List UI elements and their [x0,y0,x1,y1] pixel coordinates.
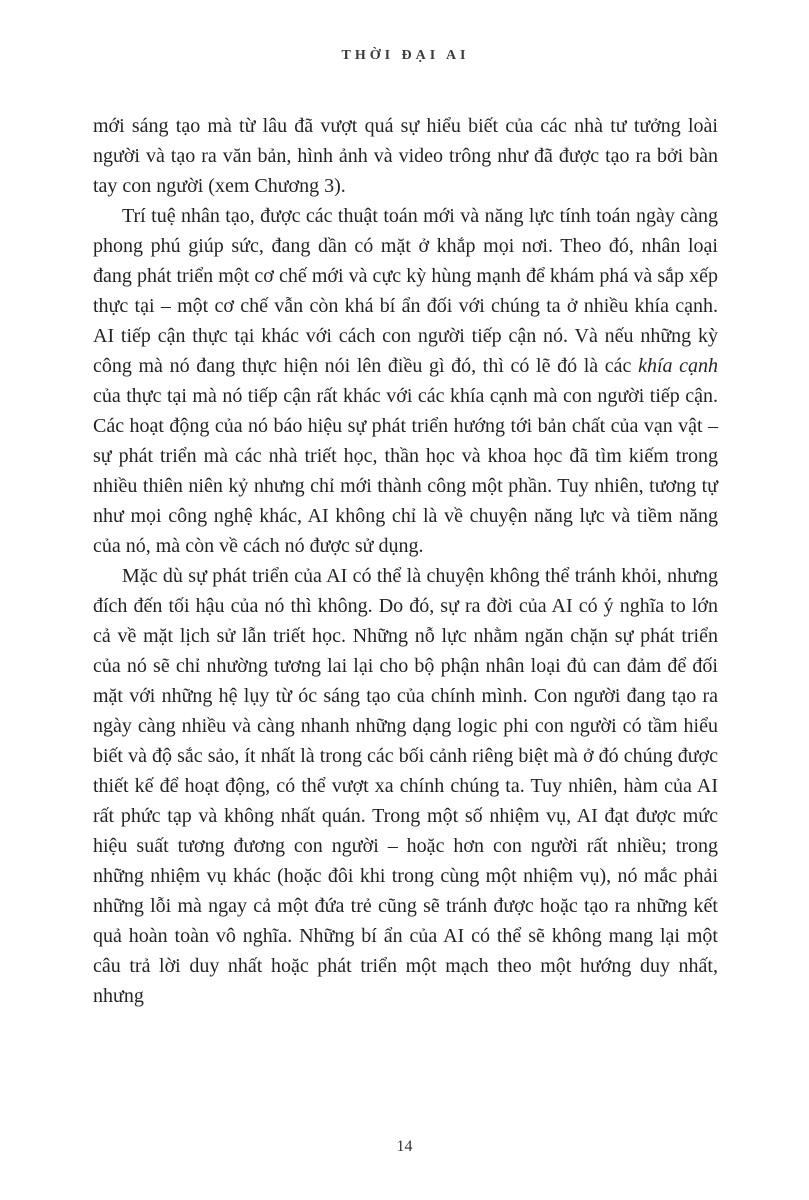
paragraph-text: Trí tuệ nhân tạo, được các thuật toán mới và năng lực tính toán ngày càng phong phú giúp sức, đang dần có mặt ở khắp mọi nơi. Theo đó, nhân loại đang phát triển một cơ chế mới và cực kỳ hùng mạnh để khám phá và sắp xếp thực tại – một cơ chế vẫn còn khá bí ẩn đối với chúng ta ở nhiều khía cạnh. AI tiếp cận thực tại khác với cách con người tiếp cận nó. Và nếu những kỳ công mà nó đang thực hiện nói lên điều gì đó, thì có lẽ đó là các [93,205,718,377]
running-header: THỜI ĐẠI AI [341,48,470,63]
paragraph: Mặc dù sự phát triển của AI có thể là chuyện không thể tránh khỏi, nhưng đích đến tối hậu của nó thì không. Do đó, sự ra đời của AI có ý nghĩa to lớn cả về mặt lịch sử lẫn triết học. Những nỗ lực nhằm ngăn chặn sự phát triển của nó sẽ chỉ nhường tương lai lại cho bộ phận nhân loại đủ can đảm để đối mặt với những hệ lụy từ óc sáng tạo của chính mình. Con người đang tạo ra ngày càng nhiều và càng nhanh những dạng logic phi con người có tầm hiểu biết và độ sắc sảo, ít nhất là trong các bối cảnh riêng biệt mà ở đó chúng được thiết kế để hoạt động, có thể vượt xa chính chúng ta. Tuy nhiên, hàm của AI rất phức tạp và không nhất quán. Trong một số nhiệm vụ, AI đạt được mức hiệu suất tương đương con người – hoặc hơn con người rất nhiều; trong những nhiệm vụ khác (hoặc đôi khi trong cùng một nhiệm vụ), nó mắc phải những lỗi mà ngay cả một đứa trẻ cũng sẽ tránh được hoặc tạo ra những kết quả hoàn toàn vô nghĩa. Những bí ẩn của AI có thể sẽ không mang lại một câu trả lời duy nhất hoặc phát triển một mạch theo một hướng duy nhất, nhưng [93,565,718,1007]
page-number: 14 [396,1138,413,1155]
italic-phrase: khía cạnh [638,355,719,377]
paragraph-text: của thực tại mà nó tiếp cận rất khác với các khía cạnh mà con người tiếp cận. Các hoạt động của nó báo hiệu sự phát triển hướng tới bản chất của vạn vật – sự phát triển mà các nhà triết học, thần học và khoa học đã tìm kiếm trong nhiều thiên niên kỷ nhưng chỉ mới thành công một phần. Tuy nhiên, tương tự như mọi công nghệ khác, AI không chỉ là về chuyện năng lực và tiềm năng của nó, mà còn về cách nó được sử dụng. [93,385,718,557]
page-body [93,111,718,1011]
paragraph [93,201,718,561]
paragraph-continuation: mới sáng tạo mà từ lâu đã vượt quá sự hiểu biết của các nhà tư tưởng loài người và tạo ra văn bản, hình ảnh và video trông như đã được tạo ra bởi bàn tay con người (xem Chương 3). [93,115,718,197]
